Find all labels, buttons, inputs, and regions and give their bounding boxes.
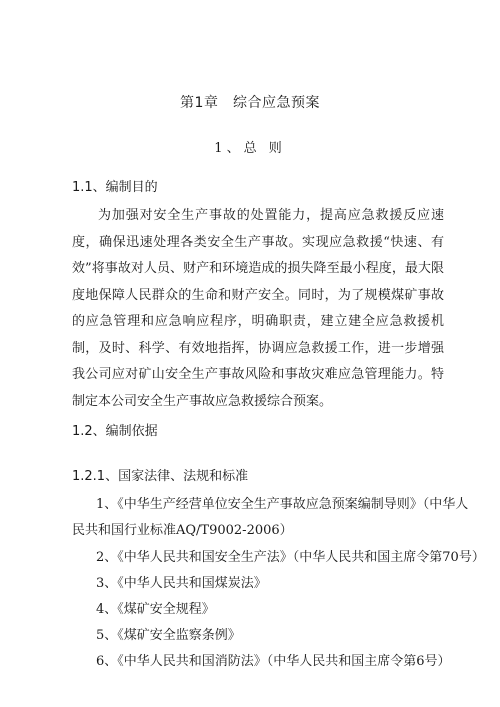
heading-1-2: 1.2、编制依据 bbox=[72, 424, 158, 439]
purpose-paragraph: 为加强对安全生产事故的处置能力，提高应急救援反应速度，确保迅速处理各类安全生产事故。实现应急救援“快速、有效”将事故对人员、财产和环境造成的损失降至最小程度，最大限度地保障人民群众的生命和财产安全。同时，为了规模煤矿事故的应急管理和应急响应程序，明确职责，建立建全应急救援机制，及时、科学、有效地指挥，协调应急救援工作，进一步增强我公司应对矿山安全生产事故风险和事故灾难应急管理能力。特制定本公司安全生产事故应急救援综合预案。 bbox=[72, 208, 444, 409]
reference-item: 4、《煤矿安全规程》 bbox=[96, 602, 215, 617]
reference-item: 3、《中华人民共和国煤炭法》 bbox=[96, 576, 267, 591]
reference-item: 2、《中华人民共和国安全生产法》（中华人民共和国主席令第70号） bbox=[96, 550, 485, 565]
section-title: 1、总 则 bbox=[214, 141, 286, 156]
reference-item: 1、《中华生产经营单位安全生产事故应急预案编制导则》（中华人 bbox=[96, 497, 469, 512]
reference-item: 5、《煤矿安全监察条例》 bbox=[96, 628, 241, 643]
heading-1-2-1: 1.2.1、国家法律、法规和标准 bbox=[72, 469, 249, 484]
chapter-title: 第1章 综合应急预案 bbox=[180, 95, 320, 111]
reference-item-continuation: 民共和国行业标准AQ/T9002-2006） bbox=[72, 523, 293, 538]
reference-item: 6、《中华人民共和国消防法》（中华人民共和国主席令第6号） bbox=[96, 654, 451, 669]
heading-1-1: 1.1、编制目的 bbox=[72, 180, 158, 195]
